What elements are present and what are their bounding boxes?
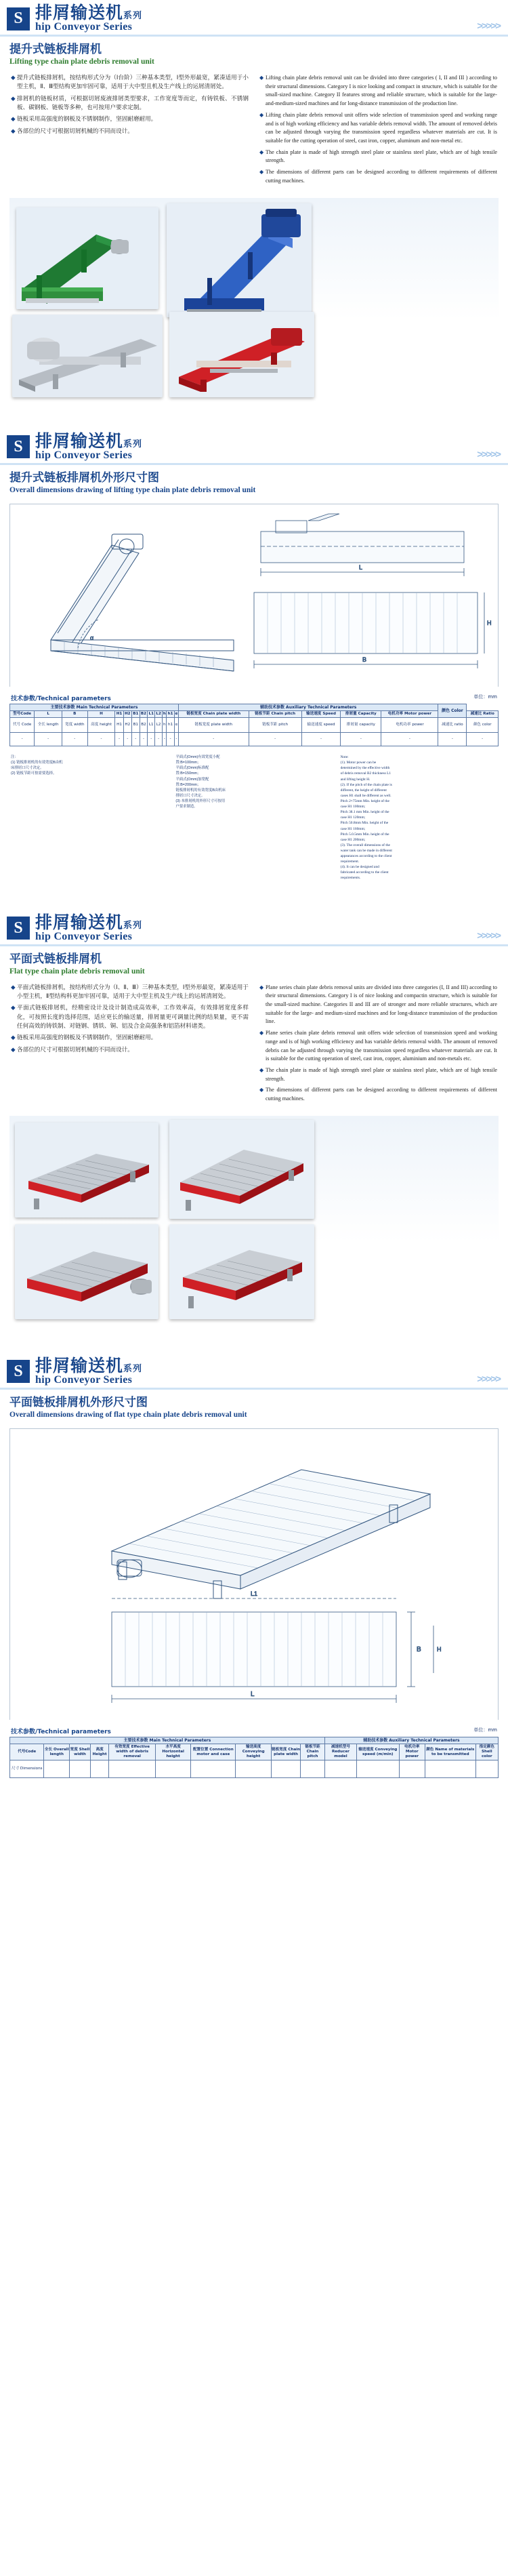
brand-logo: S [7,7,30,31]
bullet-icon: ◆ [11,1034,16,1042]
cell: 全长 length [35,718,62,733]
table-col-h2: H2 [123,711,131,718]
band-title-cn [35,432,470,450]
flat-conveyor-illustration-3 [15,1224,158,1319]
cell: 高度 height [87,718,115,733]
notes-en: Note: (1). Motor power can be determined by the effective width of debris removal B2 thickness L1 and lifting height H. (2). If the pitch of the chain plate is different, the height of different cases H1 shall be different as well. Pitch 2×75mm Min. height of the case H1 100mm; Pitch 38.1 mm Min. height of the case H1 120mm; Pitch 50.8mm Min. height of the case H1 160mm; Pitch 5.0.5mm Min. height of the case H1 200mm; (3). The overall dimensions of the water tank can be made in different appearances according to the client requirement. (4). It can be designed and fabricated according to the client requirements. [340,755,392,881]
table-col-b: B [62,711,87,718]
cell [191,1760,236,1778]
band-text [35,4,470,33]
band-title-en: hip Conveyor Series [35,21,133,33]
cell: 链板节距 pitch [249,718,301,733]
table-col-reducer: 减速机型号 Reducer model [324,1744,356,1760]
lifting-dimension-drawing [10,504,498,687]
bullet-icon: ◆ [259,75,264,81]
bullet-icon: ◆ [259,984,264,990]
table-group-row [10,1737,499,1744]
section-flat-dimensions [0,1353,508,1791]
table-col-code: 代号Code [10,1744,44,1760]
list-item: ◆ The chain plate is made of high strength steel plate or stainless steel plate, which are of high tensile strength. [259,148,497,165]
intro-column-cn [11,74,249,188]
spec-table-wrap-flat [0,1737,508,1785]
svg-text:L: L [359,563,363,571]
table-col-l2: L2 [155,711,163,718]
bullet-icon: ◆ [11,116,16,123]
table-caption-text: 技术参数/Technical parameters [11,1728,111,1735]
svg-text:L1: L1 [251,1590,258,1597]
table-col-code: 型号Code [10,711,35,718]
spacer [0,411,508,428]
band-title-cn-suffix: 系列 [123,1363,143,1374]
band-title-en: hip Conveyor Series [35,449,133,461]
flat-conveyor-illustration-4 [169,1224,314,1319]
table-unit: 单位：mm [473,693,497,700]
cell: - [62,733,87,746]
table-col-pitch: 链板节距 Chain pitch [249,711,301,718]
band-title-cn-main: 排屑输送机 [35,3,124,22]
spec-table-lifting [9,704,499,746]
cell: - [174,733,178,746]
list-item: ◆ Lifting chain plate debris removal unit can be divided into three categories ( I, II and III ) according to their structural dimensions. Category I is nice looking and compact in structure, which is suitable for the small-sized machine. Category II features strong and reliable structure, which is suitable for the large-and-medium-sized machines and for long-distance transmission of the production line. [259,74,497,108]
blue-conveyor-illustration [167,203,312,317]
cell: - [148,733,155,746]
brand-logo: S [7,1360,30,1383]
bullet-icon: ◆ [259,1087,264,1093]
chevron-right-icon: >>>>> [477,1373,500,1385]
bullet-icon: ◆ [11,75,16,82]
table-col-power: 电机功率 Motor power [399,1744,425,1760]
section-lifting-dimensions [0,428,508,892]
section-lifting-intro [0,0,508,411]
section-band [0,910,508,946]
chevron-right-icon: >>>>> [477,20,500,33]
cell [301,1760,325,1778]
section-titles [0,465,508,500]
table-col-power: 电机功率 Motor power [381,711,438,718]
cell: 颜色 color [467,718,499,733]
table-col-plate-width: 链板宽度 Chain plate width [178,711,249,718]
band-title-en: hip Conveyor Series [35,930,133,942]
brand-logo: S [7,435,30,458]
cell: h1 [167,718,174,733]
bullet-icon: ◆ [11,984,16,991]
list-item: ◆ The chain plate is made of high strength steel plate or stainless steel plate, which are of high tensile strength. [259,1066,497,1083]
band-title-cn-suffix: 系列 [123,920,143,931]
table-col-speed: 输送速度 Speed [301,711,341,718]
band-text [35,1357,470,1386]
intro-column-en [259,74,497,188]
photo-blue-conveyor [167,203,312,317]
photo-flat-conveyor-1 [15,1123,158,1217]
photo-grey-conveyor [12,315,163,397]
red-conveyor-illustration [169,312,314,397]
cell: - [467,733,499,746]
green-conveyor-illustration [16,207,158,309]
cell [399,1760,425,1778]
cell [271,1760,300,1778]
cell: h [163,718,167,733]
list-item: ◆ Plane series chain plate debris removal unit offers wide selection of transmission speed and working range and is of high working efficiency and has variable debris removal width. The amount of removed debris can be adjusted through varying the transmission speed regardless whatever materials are cut. It is suitable for the cutting operation of steel, cast iron, copper, aluminium and non-metals etc. [259,1029,497,1064]
list-item: ◆ The dimensions of different parts can be designed according to different requirements of different cutting machines. [259,168,497,185]
page-title-en: Overall dimensions drawing of lifting type chain plate debris removal unit [9,485,256,494]
page-title-cn: 提升式链板排屑机外形尺寸图 [9,470,159,485]
band-title-cn [35,4,470,22]
cell: - [115,733,123,746]
band-title-cn-main: 排屑输送机 [35,912,124,932]
cell: - [140,733,148,746]
band-title-cn-main: 排屑输送机 [35,430,124,451]
cell: α [174,718,178,733]
product-photo-collage-flat [9,1116,499,1326]
table-col-conveying-height: 输送高度 Conveying height [236,1744,271,1760]
bullet-icon: ◆ [259,148,264,155]
cell [44,1760,70,1778]
cell: 电机功率 power [381,718,438,733]
cell [70,1760,91,1778]
table-caption-text: 技术参数/Technical parameters [11,695,111,702]
intro-columns [0,71,508,195]
table-col-alpha: α [174,711,178,718]
band-title-cn-suffix: 系列 [123,439,143,449]
cell [109,1760,156,1778]
photo-flat-conveyor-3 [15,1224,158,1319]
cell: H2 [123,718,131,733]
bullet-icon: ◆ [259,1030,264,1037]
page-title-cn: 平面式链板排屑机 [9,952,102,966]
cell: - [178,733,249,746]
photo-flat-conveyor-4 [169,1224,314,1319]
notes-cn-col1: 注： (1) 链板排屑机的有效宽度B由机床排屑口尺寸决定。 (2) 链板节距可按需要选择。 [11,755,63,776]
cell: 输送速度 speed [301,718,341,733]
cell: - [131,733,140,746]
list-item: ◆ 提升式链板排屑机，按结构形式分为（Ⅰ台阶）三种基本类型，Ⅰ型外形最宽，紧凑适用于小型主机，Ⅱ、Ⅲ型结构更加牢固可靠，适用于大中型且机及生产线上的运屑清屑处。 [11,74,249,92]
spacer [0,1335,508,1353]
spec-table-flat [9,1737,499,1778]
table-col-plate-width: 链板宽度 Chain plate width [271,1744,300,1760]
bullet-icon: ◆ [259,1067,264,1073]
table-col-color: 颜色 Color [438,704,467,717]
chevron-right-icon: >>>>> [477,929,500,942]
table-group-aux: 辅助技术参数 Auxiliary Technical Parameters [178,704,438,711]
table-group-aux: 辅助技术参数 Auxiliary Technical Parameters [324,1737,498,1744]
table-col-h1-small: h1 [167,711,174,718]
band-title-cn [35,1357,470,1375]
list-item: ◆ 各部位的尺寸可根据切屑机械的不同而设计。 [11,1046,249,1055]
cell: - [381,733,438,746]
list-item: ◆ 排屑机的链板材质，可根据切屑废液排屑类型要求，工作宽度等而定，有铸铁板、不锈钢板、碳钢板、链板等多种，也可按用户要求定制。 [11,95,249,113]
cell-dimensions: 尺寸 Dimensions [10,1760,44,1778]
cell: - [10,733,35,746]
svg-text:α: α [90,634,94,641]
cell [324,1760,356,1778]
flat-dimension-drawing [10,1429,498,1720]
table-col-ratio: 减速比 Ratio [467,711,499,718]
table-row [10,718,499,733]
cell [236,1760,271,1778]
cell: B2 [140,718,148,733]
cell [425,1760,475,1778]
chevron-right-icon: >>>>> [477,448,500,460]
table-header-row [10,1744,499,1760]
list-item: ◆ 各部位的尺寸可根据切屑机械的不同而设计。 [11,127,249,136]
table-col-h1: H1 [115,711,123,718]
product-photo-collage [9,198,499,401]
table-col-material: 颜色 Name of materials to be transmitted [425,1744,475,1760]
table-col-h-small: h [163,711,167,718]
cell [91,1760,109,1778]
cell [475,1760,498,1778]
list-item: ◆ 链板采用高强度的钢板及不锈钢制作，坚固耐磨耐用。 [11,115,249,124]
section-titles [0,37,508,71]
table-col-b2: B2 [140,711,148,718]
table-col-connection: 配置位置 Connection motor and case [191,1744,236,1760]
svg-text:B: B [362,656,367,663]
svg-text:L: L [251,1690,255,1698]
svg-text:H: H [487,619,492,626]
cell-code: 代号 Code [10,718,35,733]
section-titles [0,946,508,981]
cell [357,1760,399,1778]
section-flat-intro [0,910,508,1335]
intro-column-en [259,984,497,1106]
table-row [10,1760,499,1778]
table-col-h: H [87,711,115,718]
cell: B1 [131,718,140,733]
cell: 排屑量 capacity [341,718,381,733]
table-unit: 单位：mm [473,1727,497,1733]
band-title-en: hip Conveyor Series [35,1374,133,1386]
list-item: ◆ Lifting chain plate debris removal unit offers wide selection of transmission speed and working range and is of high working efficiency and has variable debris removal width. The amount of removed debris can be adjusted through varying the transmission speed regardless whatever materials are cut. It is suitable for the cutting operation of steel, cast iron, copper, aluminum and non-metal etc. [259,111,497,146]
table-col-pitch: 链板节距 Chain pitch [301,1744,325,1760]
table-caption [0,1724,508,1737]
photo-green-conveyor [16,207,158,309]
cell: 减速比 ratio [438,718,467,733]
cell: - [123,733,131,746]
photo-flat-conveyor-2 [169,1120,314,1219]
list-item: ◆ 平面式链板排屑机，按结构形式分为（Ⅰ、Ⅱ、Ⅲ）三种基本类型，Ⅰ型外形最宽，紧凑适用于小型主机，Ⅱ型结构科更加牢固可靠，适用于大中型主机及生产线上的运屑清屑处。 [11,984,249,1002]
technical-drawing-lifting [9,504,499,687]
page-title-en: Overall dimensions drawing of flat type chain plate debris removal unit [9,1410,247,1419]
table-col-l1: L1 [148,711,155,718]
cell: - [301,733,341,746]
table-col-b1: B1 [131,711,140,718]
bullet-icon: ◆ [11,1046,16,1053]
table-col-width: 宽度 Shell width [70,1744,91,1760]
table-header-row [10,711,499,718]
bullet-icon: ◆ [11,127,16,135]
cell: H1 [115,718,123,733]
flat-conveyor-illustration-1 [15,1123,158,1217]
table-group-main: 主要技术参数 Main Technical Parameters [10,704,179,711]
section-band [0,428,508,465]
table-group-main: 主要技术参数 Main Technical Parameters [10,1737,325,1744]
grey-conveyor-illustration [12,315,163,397]
table-col-l: L [35,711,62,718]
bullet-icon: ◆ [259,111,264,118]
band-title-cn [35,914,470,931]
cell: L1 [148,718,155,733]
cell: - [87,733,115,746]
section-band [0,1353,508,1390]
table-notes [0,753,508,887]
notes-cn-col2: 平面式(Omm)有效宽度小配置:B=100mm； 平面式(Omm)标准配置:B=150mm； 平面式(Omm)加宽配置:B=200mm； 链板排屑机的有效宽度B由机床排屑口尺寸决定。 (3) 本排屑机的外形尺寸可按用户要求制造。 [175,755,226,809]
technical-drawing-flat [9,1428,499,1720]
bullet-icon: ◆ [259,169,264,176]
cell: L2 [155,718,163,733]
svg-text:B: B [417,1645,421,1653]
list-item: ◆ 平面式链板排屑机，经精密设计及设计制造成高效率，工作效率高，有效排屑宽度多样化，可按照长度的选择范围，适应更长的输送量，排屑量更可调量比例的结果量，更不需任何高效的铸铁制、对链钢、锈铁、铜、铝及合金高强条和铝箔材料诸类。 [11,1004,249,1031]
cell: - [341,733,381,746]
intro-columns [0,981,508,1113]
table-col-length: 全长 Overall length [44,1744,70,1760]
bullet-icon: ◆ [11,95,16,102]
cell: - [35,733,62,746]
table-group-row [10,704,499,711]
cell: - [438,733,467,746]
cell: 链板宽度 plate width [178,718,249,733]
page-title-en: Flat type chain plate debris removal unit [9,967,145,975]
section-titles [0,1390,508,1424]
band-title-cn-suffix: 系列 [123,11,143,21]
page-title-cn: 平面链板排屑机外形尺寸图 [9,1395,148,1409]
flat-conveyor-illustration-2 [169,1120,314,1219]
brand-logo: S [7,917,30,940]
bullet-icon: ◆ [11,1005,16,1012]
list-item: ◆ 链板采用高强度的钢板及不锈钢制作，坚固耐磨耐用。 [11,1034,249,1043]
page-title-en: Lifting type chain plate debris removal unit [9,58,154,66]
cell: - [249,733,301,746]
cell [156,1760,191,1778]
cell: - [155,733,163,746]
list-item: ◆ Plane series chain plate debris removal units are divided into three categories (I, II and III) according to their structural dimensions. Category I is of nice looking and compactin structure, which is suitable for the small-sized machine. Categories II and III are of stronger and more reliable structures, which are suitable for the large- and medium-sized machines and for long-distance transmission of the production line. [259,984,497,1027]
intro-column-cn [11,984,249,1106]
cell: - [167,733,174,746]
table-caption [0,691,508,704]
table-col-shell-color: 指定颜色 Shell color [475,1744,498,1760]
table-col-capacity: 排屑量 Capacity [341,711,381,718]
table-col-effective-width: 有效宽度 Effective width of debris removal [109,1744,156,1760]
cell: - [163,733,167,746]
table-row [10,733,499,746]
svg-text:H: H [437,1645,442,1653]
page-title-cn: 提升式链板排屑机 [9,43,102,57]
spacer [0,892,508,910]
list-item: ◆ The dimensions of different parts can be designed according to different requirements of different cutting machines. [259,1086,497,1103]
table-col-height: 高度 Height [91,1744,109,1760]
band-text [35,914,470,943]
table-col-horizontal-height: 水平高度 Horizontal height [156,1744,191,1760]
band-title-cn-main: 排屑输送机 [35,1355,124,1375]
band-text [35,432,470,462]
section-band [0,0,508,37]
photo-red-conveyor [169,312,314,397]
spec-table-wrap-lifting [0,704,508,753]
cell: 宽度 width [62,718,87,733]
table-col-speed: 输送速度 Conveying speed (m/min) [357,1744,399,1760]
